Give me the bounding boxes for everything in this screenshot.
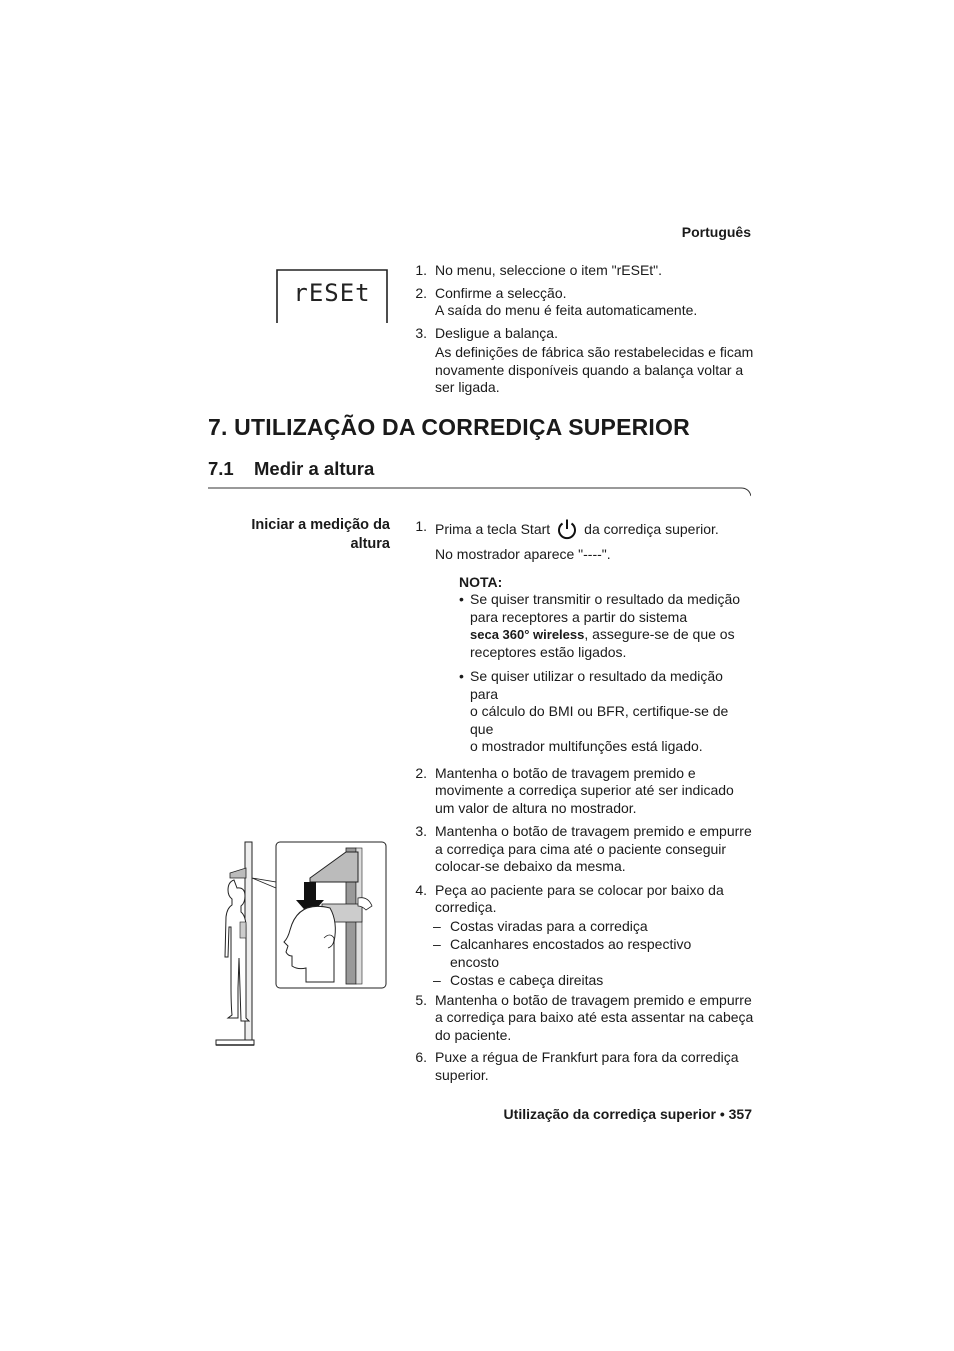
lcd-display bbox=[276, 268, 388, 323]
lcd-text: rESEt bbox=[293, 279, 371, 307]
height-steps bbox=[409, 518, 754, 1084]
list-item: 3. Mantenha o botão de travagem premido e empurre a corrediça para cima até o paciente conseguir colocar-se debaixo da mesma. bbox=[415, 823, 752, 874]
list-item: 1. No menu, seleccione o item "rESEt". bbox=[415, 262, 663, 278]
page-footer: Utilização da corrediça superior • 357 bbox=[503, 1106, 752, 1122]
list-item: 3. Desligue a balança. As definições de fábrica são restabelecidas e ficam novamente disponíveis quando a balança voltar a ser ligada. bbox=[415, 324, 754, 395]
measuring-station-icon bbox=[212, 838, 388, 1050]
chapter-title: 7. UTILIZAÇÃO DA CORREDIÇA SUPERIOR bbox=[208, 414, 690, 440]
list-item: 4. Peça ao paciente para se colocar por baixo da corrediça. bbox=[415, 881, 724, 915]
section-number: 7.1 bbox=[208, 458, 234, 479]
lcd-frame-icon bbox=[276, 268, 388, 323]
language-label: Português bbox=[681, 224, 751, 240]
list-item: 5. Mantenha o botão de travagem premido e empurre a corrediça para baixo até esta assentar na cabeça do paciente. bbox=[415, 991, 754, 1043]
list-item: 6. Puxe a régua de Frankfurt para fora da corrediça superior. bbox=[415, 1049, 739, 1083]
note-bullet: • Se quiser transmitir o resultado da medição para receptores a partir do sistema seca 360° wireless, assegure-se de que os receptores estão ligados. bbox=[459, 591, 754, 661]
list-item: 1. Prima a tecla Start da corrediça superior. No mostrador aparece "----". bbox=[415, 518, 719, 562]
section-rule bbox=[208, 486, 751, 498]
dash-item: – Costas e cabeça direitas bbox=[433, 972, 604, 988]
reset-steps bbox=[409, 262, 754, 397]
side-heading: Iniciar a medição da altura bbox=[251, 517, 390, 552]
dash-item: – Costas viradas para a corrediça bbox=[433, 917, 648, 934]
section-title bbox=[208, 458, 374, 480]
note-bullet: • Se quiser utilizar o resultado da medição para o cálculo do BMI ou BFR, certifique-se de que o mostrador multifunções está ligado. bbox=[459, 668, 754, 756]
note-box: NOTA: • Se quiser transmitir o resultado da medição para receptores a partir do sistema seca 360° wireless, assegure-se de que os receptores estão ligados. • Se quiser utilizar o resultado da medição para o cálculo do BMI ou BFR, certifique-se de que o mostrador multifunções está ligado. bbox=[409, 574, 754, 756]
list-item: 2. Confirme a selecção. A saída do menu é feita automaticamente. bbox=[415, 284, 698, 318]
power-icon bbox=[556, 518, 578, 540]
height-measurement-illustration bbox=[212, 838, 388, 1050]
list-item: 2. Mantenha o botão de travagem premido e movimente a corrediça superior até ser indicado um valor de altura no mostrador. bbox=[415, 764, 734, 816]
dash-item: – Calcanhares encostados ao respectivo encosto bbox=[433, 936, 692, 970]
section-name: Medir a altura bbox=[254, 458, 375, 479]
